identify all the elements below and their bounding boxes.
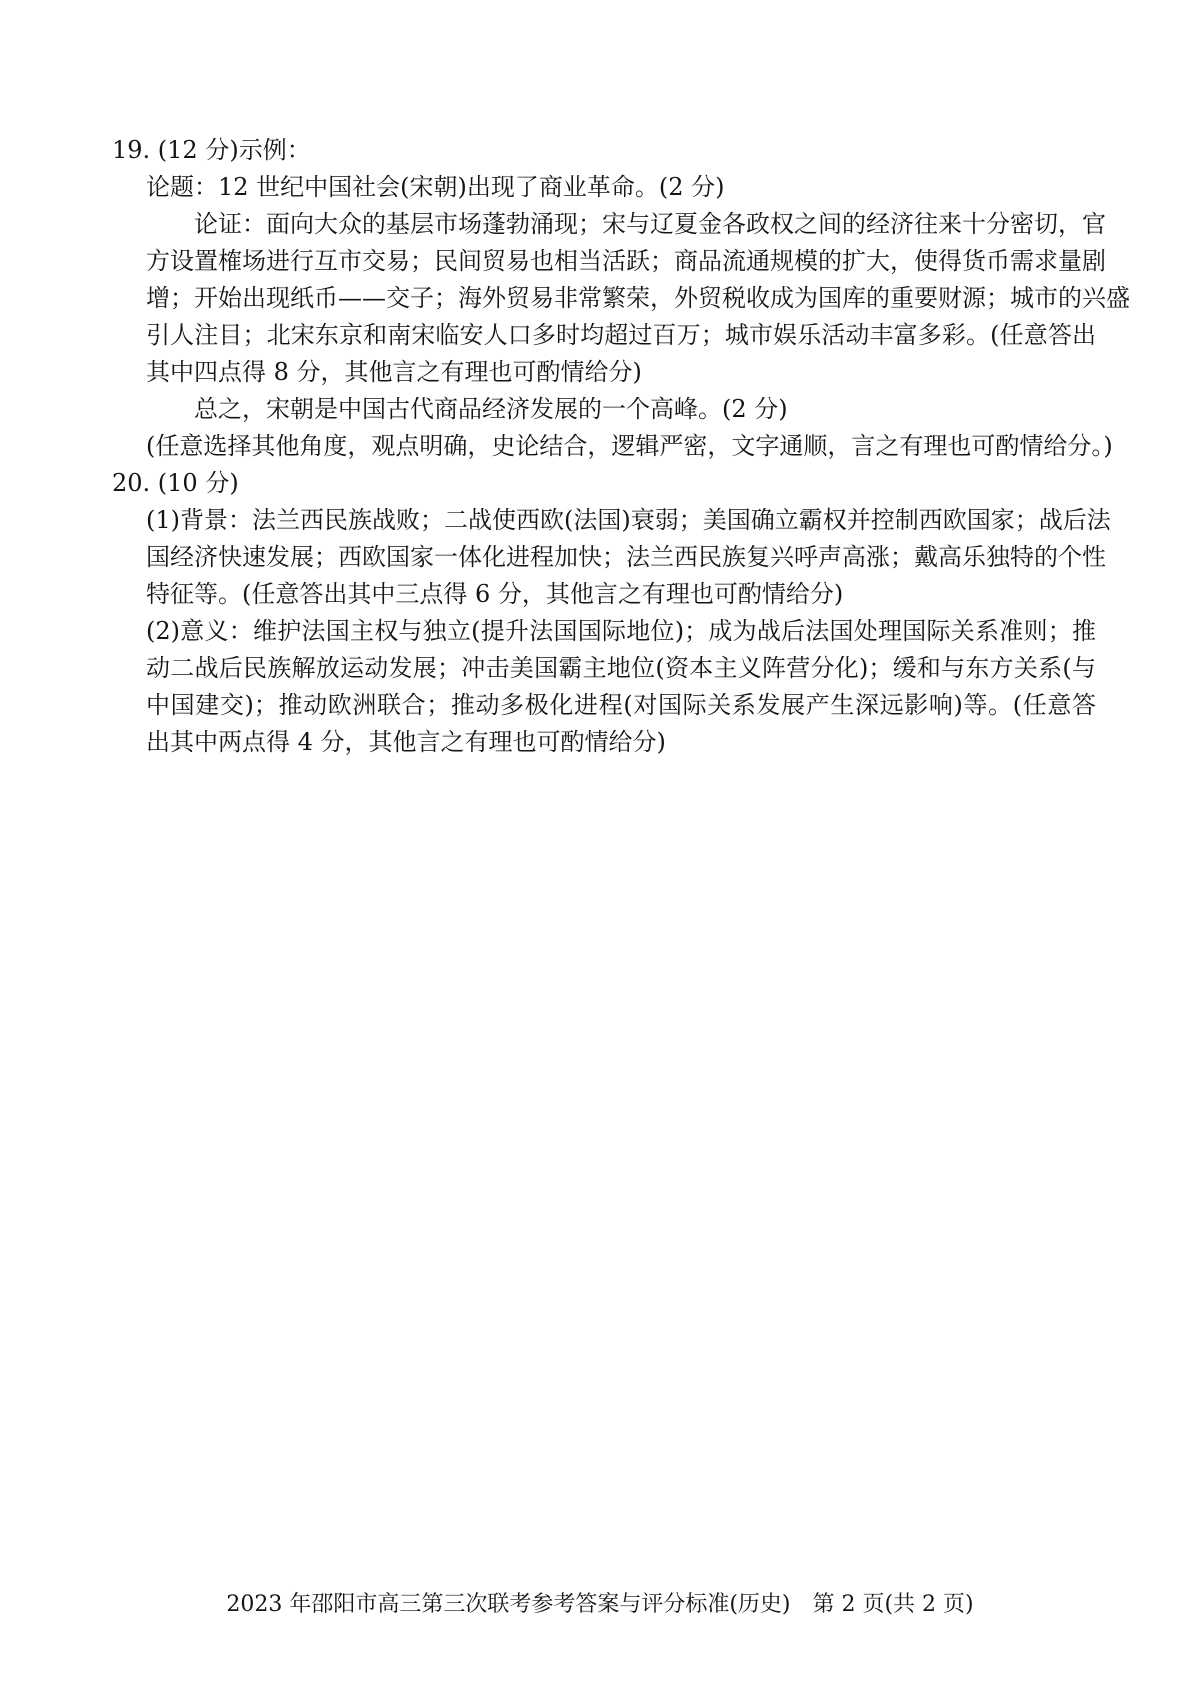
q19-conclusion: 总之，宋朝是中国古代商品经济发展的一个高峰。(2 分) [194, 395, 788, 423]
q20-part2-line: 中国建交)；推动欧洲联合；推动多极化进程(对国际关系发展产生深远影响)等。(任意答 [146, 691, 1096, 719]
q19-argument-line: 方设置榷场进行互市交易；民间贸易也相当活跃；商品流通规模的扩大，使得货币需求量剧 [146, 247, 1106, 275]
q20-part2-line: (2)意义：维护法国主权与独立(提升法国国际地位)；成为战后法国处理国际关系准则；推 [146, 617, 1096, 645]
q20-part2-line: 动二战后民族解放运动发展；冲击美国霸主地位(资本主义阵营分化)；缓和与东方关系(与 [146, 654, 1096, 682]
q20-header: 20. (10 分) [112, 469, 239, 497]
q19-argument-line: 论证：面向大众的基层市场蓬勃涌现；宋与辽夏金各政权之间的经济往来十分密切，官 [194, 210, 1106, 238]
q19-thesis: 论题：12 世纪中国社会(宋朝)出现了商业革命。(2 分) [146, 173, 725, 201]
q20-part1-line: 特征等。(任意答出其中三点得 6 分，其他言之有理也可酌情给分) [146, 580, 844, 608]
q19-argument-line: 引人注目；北宋东京和南宋临安人口多时均超过百万；城市娱乐活动丰富多彩。(任意答出 [146, 321, 1096, 349]
q20-part1-line: 国经济快速发展；西欧国家一体化进程加快；法兰西民族复兴呼声高涨；戴高乐独特的个性 [146, 543, 1106, 571]
q20-part2-line: 出其中两点得 4 分，其他言之有理也可酌情给分) [146, 728, 666, 756]
q20-part1-line: (1)背景：法兰西民族战败；二战使西欧(法国)衰弱；美国确立霸权并控制西欧国家；战后法 [146, 506, 1111, 534]
q19-header: 19. (12 分)示例： [112, 136, 311, 164]
q19-argument-line: 增；开始出现纸币——交子；海外贸易非常繁荣，外贸税收成为国库的重要财源；城市的兴盛 [146, 284, 1130, 312]
q19-argument-line: 其中四点得 8 分，其他言之有理也可酌情给分) [146, 358, 642, 386]
page-footer: 2023 年邵阳市高三第三次联考参考答案与评分标准(历史) 第 2 页(共 2 页) [226, 1592, 974, 1617]
q19-grading-note: (任意选择其他角度，观点明确，史论结合，逻辑严密，文字通顺，言之有理也可酌情给分。) [146, 432, 1113, 460]
